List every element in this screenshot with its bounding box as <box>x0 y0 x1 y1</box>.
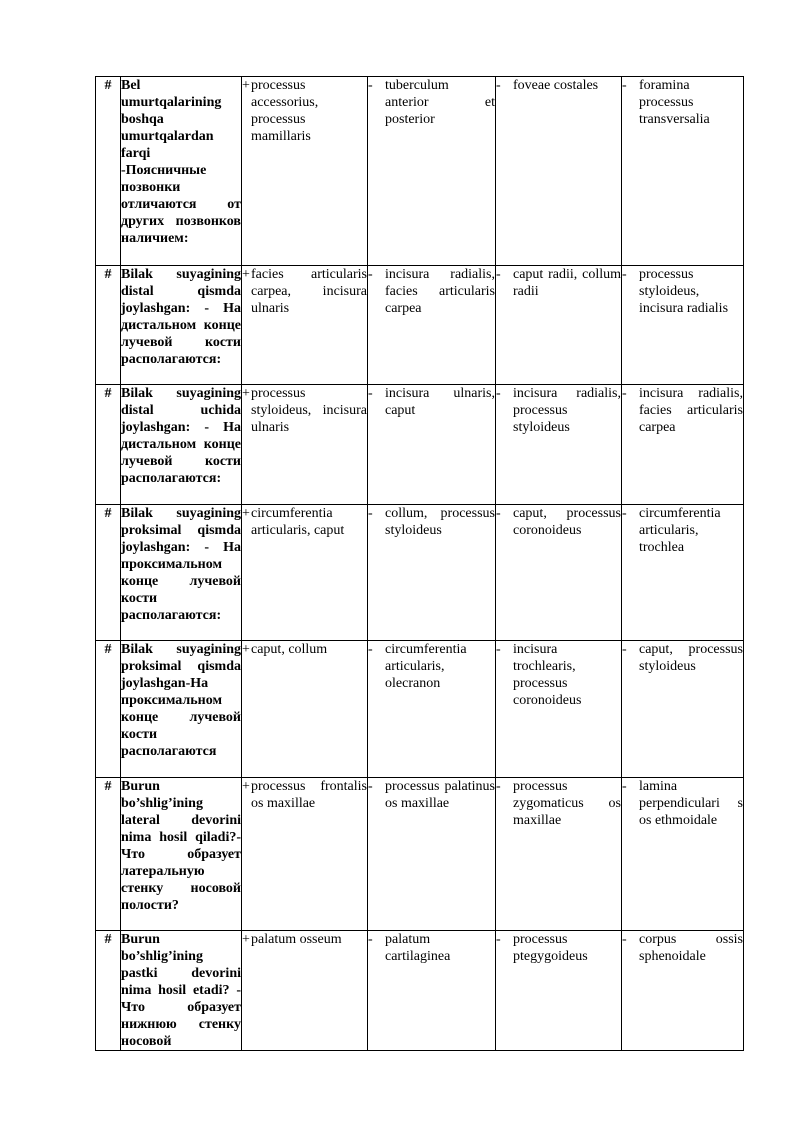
answer-option <box>622 641 744 778</box>
question-text <box>121 266 242 385</box>
answer-option-content <box>242 931 367 948</box>
answer-option-correct <box>242 505 368 641</box>
question-text-uz: Bilak suyagining distal uchida joylashgan: - На дистальном конце лучевой кости располагаются: <box>121 386 241 486</box>
answer-option-text: incisura radialis, facies articularis carpea <box>639 386 743 435</box>
question-row <box>96 931 744 1051</box>
answer-option-content <box>368 931 495 965</box>
question-text-uz: Burun bo’shlig’ining lateral devorini nima hosil qiladi?- Что образует латеральную стенку носовой полости? <box>121 779 241 913</box>
question-row <box>96 641 744 778</box>
answer-option-content <box>368 778 495 812</box>
answer-option-correct <box>242 931 368 1051</box>
answer-option-text: foramina processus transversalia <box>639 78 710 127</box>
question-text-uz: Bel umurtqalarining boshqa umurtqalardan farqi <box>121 78 222 161</box>
answer-option-text: caput, collum <box>251 642 328 657</box>
incorrect-marker: - <box>496 642 501 657</box>
answer-option <box>496 931 622 1051</box>
answer-option-correct <box>242 641 368 778</box>
question-marker: # <box>96 266 121 385</box>
question-text <box>121 77 242 266</box>
answer-option-text: palatum cartilaginea <box>385 932 451 964</box>
answer-option-content <box>368 266 495 317</box>
answer-option-text: caput radii, collum radii <box>513 267 621 299</box>
answer-option-content <box>496 77 621 94</box>
answer-option-text: circumferentia articularis, olecranon <box>385 642 467 691</box>
incorrect-marker: - <box>622 642 627 657</box>
answer-option-content <box>496 385 621 436</box>
correct-marker: + <box>242 932 250 947</box>
answer-option-text: lamina perpendiculari s os ethmoidale <box>639 779 743 828</box>
answer-option-content <box>368 385 495 419</box>
question-text-uz: Bilak suyagining distal qismda joylashgan: - На дистальном конце лучевой кости располагаются: <box>121 267 241 367</box>
question-text-uz: Bilak suyagining proksimal qismda joylashgan-На проксимальном конце лучевой кости располагаются <box>121 642 241 759</box>
answer-option-content <box>622 385 743 436</box>
question-row <box>96 778 744 931</box>
incorrect-marker: - <box>496 932 501 947</box>
answer-option-content <box>622 641 743 675</box>
answer-option-text: palatum osseum <box>251 932 342 947</box>
correct-marker: + <box>242 506 250 521</box>
answer-option-correct <box>242 778 368 931</box>
quiz-table-body <box>96 77 744 1051</box>
answer-option-content <box>496 931 621 965</box>
answer-option-content <box>368 77 495 128</box>
answer-option <box>368 385 496 505</box>
answer-option-text: incisura radialis, facies articularis carpea <box>385 267 495 316</box>
answer-option-text: caput, processus coronoideus <box>513 506 621 538</box>
answer-option <box>368 641 496 778</box>
answer-option-content <box>242 778 367 812</box>
answer-option-text: facies articularis carpea, incisura ulnaris <box>251 267 367 316</box>
quiz-table <box>95 76 744 1051</box>
answer-option-text: processus zygomaticus os maxillae <box>513 779 621 828</box>
incorrect-marker: - <box>622 386 627 401</box>
incorrect-marker: - <box>368 267 373 282</box>
answer-option-text: processus styloideus, incisura radialis <box>639 267 729 316</box>
answer-option-correct <box>242 266 368 385</box>
incorrect-marker: - <box>622 932 627 947</box>
answer-option <box>496 266 622 385</box>
answer-option-content <box>622 77 743 128</box>
answer-option-content <box>622 931 743 965</box>
answer-option-text: incisura trochlearis, processus coronoideus <box>513 642 582 708</box>
answer-option-text: circumferentia articularis, trochlea <box>639 506 721 555</box>
answer-option-correct <box>242 385 368 505</box>
incorrect-marker: - <box>622 78 627 93</box>
incorrect-marker: - <box>368 78 373 93</box>
question-text-uz: Bilak suyagining proksimal qismda joylashgan: - На проксимальном конце лучевой кости располагаются: <box>121 506 241 623</box>
question-text <box>121 385 242 505</box>
answer-option <box>496 505 622 641</box>
incorrect-marker: - <box>496 386 501 401</box>
incorrect-marker: - <box>368 932 373 947</box>
answer-option-text: processus accessorius, processus mamillaris <box>251 78 319 144</box>
answer-option-text: processus frontalis os maxillae <box>251 779 367 811</box>
answer-option-content <box>242 77 367 145</box>
answer-option <box>622 778 744 931</box>
answer-option-correct <box>242 77 368 266</box>
question-marker: # <box>96 641 121 778</box>
incorrect-marker: - <box>368 506 373 521</box>
question-row <box>96 77 744 266</box>
answer-option <box>368 77 496 266</box>
incorrect-marker: - <box>622 506 627 521</box>
incorrect-marker: - <box>496 506 501 521</box>
incorrect-marker: - <box>622 267 627 282</box>
answer-option <box>622 266 744 385</box>
question-text-uz: Burun bo’shlig’ining pastki devorini nima hosil etadi? - Что образует нижнюю стенку носовой <box>121 932 241 1049</box>
incorrect-marker: - <box>368 386 373 401</box>
answer-option <box>496 641 622 778</box>
answer-option-text: collum, processus styloideus <box>385 506 495 538</box>
answer-option <box>496 385 622 505</box>
incorrect-marker: - <box>368 642 373 657</box>
answer-option-content <box>368 505 495 539</box>
answer-option-text: incisura ulnaris, caput <box>385 386 495 418</box>
answer-option-content <box>368 641 495 692</box>
answer-option <box>622 931 744 1051</box>
answer-option-content <box>496 266 621 300</box>
question-marker: # <box>96 778 121 931</box>
answer-option-content <box>242 505 367 539</box>
answer-option <box>622 77 744 266</box>
answer-option-content <box>622 505 743 556</box>
question-row <box>96 385 744 505</box>
answer-option-text: foveae costales <box>513 78 599 93</box>
answer-option-text: processus ptegygoideus <box>513 932 588 964</box>
question-text <box>121 931 242 1051</box>
correct-marker: + <box>242 779 250 794</box>
question-marker: # <box>96 77 121 266</box>
incorrect-marker: - <box>368 779 373 794</box>
answer-option-content <box>496 505 621 539</box>
incorrect-marker: - <box>496 78 501 93</box>
answer-option-text: corpus ossis sphenoidale <box>639 932 743 964</box>
question-text-ru: -Поясничные позвонки отличаются от других позвонков наличием: <box>121 163 241 246</box>
incorrect-marker: - <box>496 267 501 282</box>
question-row <box>96 266 744 385</box>
answer-option-content <box>622 266 743 317</box>
answer-option <box>368 266 496 385</box>
answer-option <box>368 778 496 931</box>
question-row <box>96 505 744 641</box>
answer-option-content <box>496 641 621 709</box>
answer-option <box>622 505 744 641</box>
incorrect-marker: - <box>496 779 501 794</box>
answer-option-text: processus palatinus os maxillae <box>385 779 495 811</box>
answer-option <box>622 385 744 505</box>
correct-marker: + <box>242 267 250 282</box>
answer-option-text: caput, processus styloideus <box>639 642 743 674</box>
answer-option <box>496 77 622 266</box>
incorrect-marker: - <box>622 779 627 794</box>
answer-option-content <box>622 778 743 829</box>
correct-marker: + <box>242 78 250 93</box>
answer-option-content <box>242 641 367 658</box>
question-marker: # <box>96 931 121 1051</box>
question-marker: # <box>96 385 121 505</box>
question-marker: # <box>96 505 121 641</box>
answer-option-text: circumferentia articularis, caput <box>251 506 345 538</box>
question-text <box>121 778 242 931</box>
answer-option <box>368 505 496 641</box>
correct-marker: + <box>242 642 250 657</box>
answer-option-text: tuberculum anterior et posterior <box>385 78 495 127</box>
answer-option-text: processus styloideus, incisura ulnaris <box>251 386 367 435</box>
answer-option <box>368 931 496 1051</box>
answer-option-content <box>242 266 367 317</box>
correct-marker: + <box>242 386 250 401</box>
answer-option-content <box>242 385 367 436</box>
question-text <box>121 641 242 778</box>
answer-option-text: incisura radialis, processus styloideus <box>513 386 621 435</box>
answer-option-content <box>496 778 621 829</box>
question-text <box>121 505 242 641</box>
answer-option <box>496 778 622 931</box>
